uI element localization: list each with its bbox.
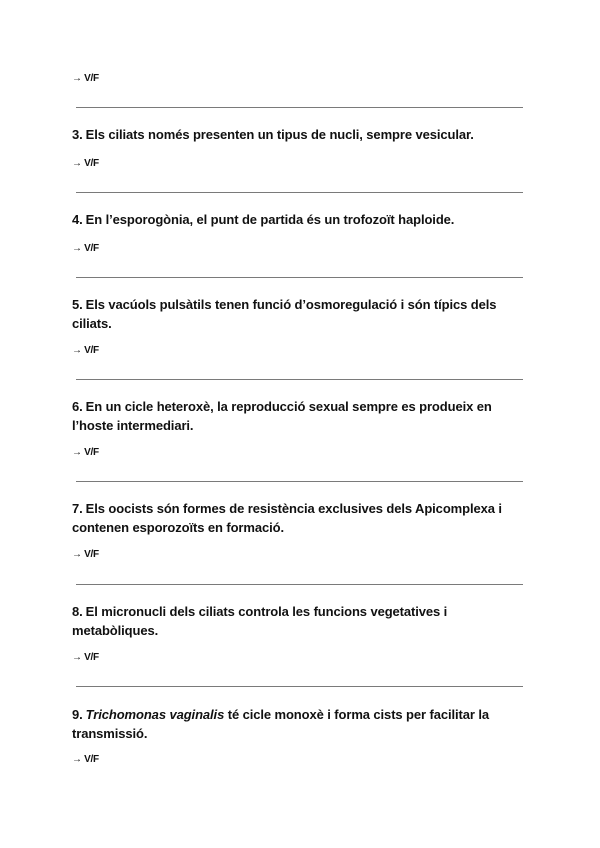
- answer-line-9: → V/F: [72, 754, 99, 765]
- question-8: [72, 602, 522, 640]
- divider-5: [76, 481, 523, 482]
- question-number: 9.: [72, 707, 83, 722]
- question-6: [72, 397, 522, 435]
- question-text: Els ciliats només presenten un tipus de nucli, sempre vesicular.: [85, 127, 474, 142]
- divider-1: [76, 107, 523, 108]
- question-text: Els oocists són formes de resistència exclusives dels Apicomplexa i contenen esporozoïts en formació.: [72, 501, 502, 535]
- answer-line-3: → V/F: [72, 158, 99, 169]
- divider-4: [76, 379, 523, 380]
- question-number: 7.: [72, 501, 83, 516]
- question-text: Els vacúols pulsàtils tenen funció d’osmoregulació i són típics dels ciliats.: [72, 297, 497, 331]
- question-text: En l’esporogònia, el punt de partida és un trofozoït haploide.: [85, 212, 455, 227]
- question-number: 3.: [72, 127, 83, 142]
- question-7: [72, 499, 522, 537]
- question-text: té cicle monoxè i forma cists per facilitar la transmissió.: [72, 707, 489, 741]
- species-name: Trichomonas vaginalis: [85, 707, 225, 722]
- question-text: El micronucli dels ciliats controla les funcions vegetatives i metabòliques.: [72, 604, 448, 638]
- answer-line-5: → V/F: [72, 345, 99, 356]
- answer-line-6: → V/F: [72, 447, 99, 458]
- question-4: [72, 210, 522, 229]
- divider-7: [76, 686, 523, 687]
- answer-line-4: → V/F: [72, 243, 99, 254]
- question-9: [72, 705, 522, 743]
- question-5: [72, 295, 522, 333]
- question-number: 6.: [72, 399, 83, 414]
- divider-6: [76, 584, 523, 585]
- answer-line-2: → V/F: [72, 73, 99, 84]
- question-number: 8.: [72, 604, 83, 619]
- divider-3: [76, 277, 523, 278]
- divider-2: [76, 192, 523, 193]
- answer-line-8: → V/F: [72, 652, 99, 663]
- answer-line-7: → V/F: [72, 549, 99, 560]
- question-number: 5.: [72, 297, 83, 312]
- question-3: [72, 125, 522, 144]
- question-number: 4.: [72, 212, 83, 227]
- question-text: En un cicle heteroxè, la reproducció sexual sempre es produeix en l’hoste intermediari.: [72, 399, 492, 433]
